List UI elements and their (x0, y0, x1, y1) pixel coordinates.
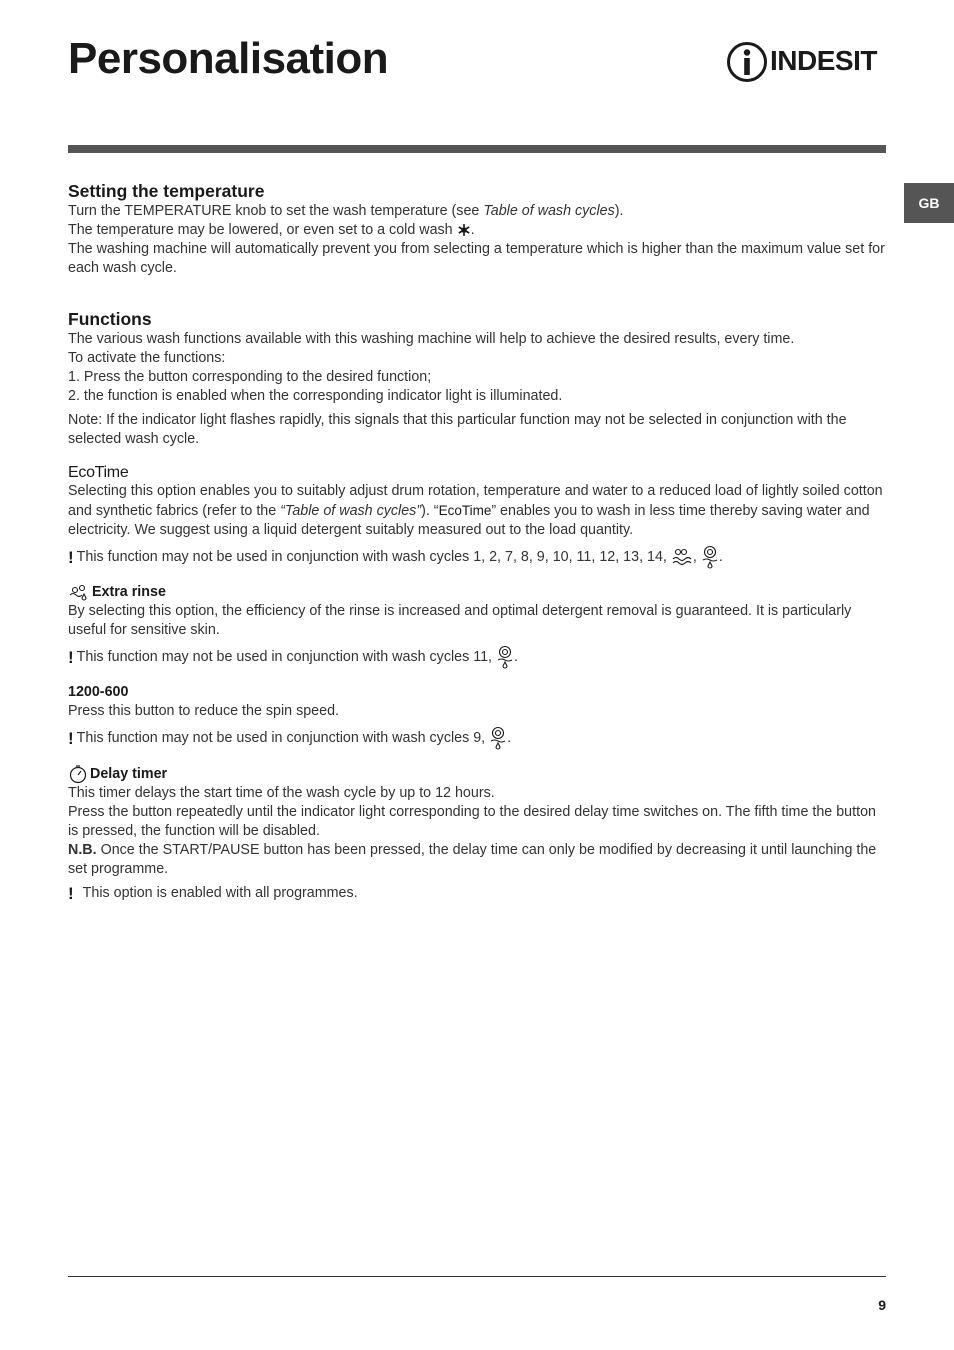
warning-mark: ! (68, 728, 74, 748)
ecotime-body: Selecting this option enables you to suitably adjust drum rotation, temperature and water to a reduced load of lightly soiled cotton and synthetic fabrics (refer to the “Table of wash cycles”). “EcoTime” enables you to wash in less time thereby saving water and electricity. We suggest using a liquid detergent suitably measured out to the load quantity. (68, 483, 883, 538)
extra-rinse-warning: ! This function may not be used in conjunction with wash cycles 11, . (68, 645, 888, 669)
delay-timer-body-2: Press the button repeatedly until the indicator light corresponding to the desired delay time switches on. The fifth time the button is pressed, the function will be disabled. (68, 804, 876, 839)
wool-cycle-icon (671, 547, 693, 567)
language-tab: GB (904, 183, 954, 223)
delay-timer-title (68, 764, 888, 784)
page-number: 9 (878, 1297, 886, 1313)
footer-rule (68, 1276, 886, 1277)
extra-rinse-title (68, 583, 888, 602)
page-title: Personalisation (68, 34, 389, 83)
temperature-line-3: The washing machine will automatically prevent you from selecting a temperature which is higher than the maximum value set for each wash cycle. (68, 241, 885, 276)
functions-intro: The various wash functions available with this washing machine will help to achieve the desired results, every time. (68, 331, 795, 347)
temperature-line-1: Turn the TEMPERATURE knob to set the wash temperature (see Table of wash cycles). (68, 203, 624, 219)
warning-mark: ! (68, 647, 74, 667)
warning-mark: ! (68, 884, 74, 903)
functions-step-2: 2. the function is enabled when the corresponding indicator light is illuminated. (68, 388, 563, 404)
snowflake-icon (457, 223, 471, 237)
ecotime-warning: ! This function may not be used in conjunction with wash cycles 1, 2, 7, 8, 9, 10, 11, 12, 13, 14, , . (68, 545, 888, 569)
delay-timer-body-1: This timer delays the start time of the wash cycle by up to 12 hours. (68, 785, 495, 801)
header-rule (68, 145, 886, 153)
indesit-logo (726, 40, 888, 84)
functions-activate: To activate the functions: (68, 350, 226, 366)
delay-timer-warning: ! This option is enabled with all programmes. (68, 884, 358, 903)
functions-note: Note: If the indicator light flashes rapidly, this signals that this particular function may not be selected in conjunction with the selected wash cycle. (68, 412, 847, 447)
brand-name: INDESIT (770, 45, 877, 76)
functions-step-1: 1. Press the button corresponding to the desired function; (68, 369, 432, 385)
spin-drain-icon (496, 645, 514, 669)
extra-rinse-icon (68, 584, 90, 602)
spin-heading: 1200-600 (68, 684, 129, 700)
delay-timer-nb: N.B. Once the START/PAUSE button has been pressed, the delay time can only be modified by decreasing it until launching the set programme. (68, 842, 877, 877)
spin-body: Press this button to reduce the spin speed. (68, 703, 340, 719)
main-content (68, 180, 888, 903)
spin-warning: ! This function may not be used in conjunction with wash cycles 9, . (68, 726, 888, 750)
spin-drain-icon (701, 545, 719, 569)
ecotime-heading: EcoTime (68, 464, 129, 481)
indesit-logo-icon (726, 40, 768, 84)
functions-heading: Functions (68, 309, 152, 329)
delay-timer-heading: Delay timer (90, 765, 168, 782)
extra-rinse-heading: Extra rinse (92, 584, 166, 600)
extra-rinse-body: By selecting this option, the efficiency of the rinse is increased and optimal detergent removal is guaranteed. It is particularly useful for sensitive skin. (68, 603, 852, 638)
stopwatch-icon (68, 764, 88, 784)
warning-mark: ! (68, 547, 74, 567)
temperature-line-2: The temperature may be lowered, or even set to a cold wash . (68, 222, 475, 238)
spin-drain-icon (489, 726, 507, 750)
temperature-heading: Setting the temperature (68, 181, 265, 201)
